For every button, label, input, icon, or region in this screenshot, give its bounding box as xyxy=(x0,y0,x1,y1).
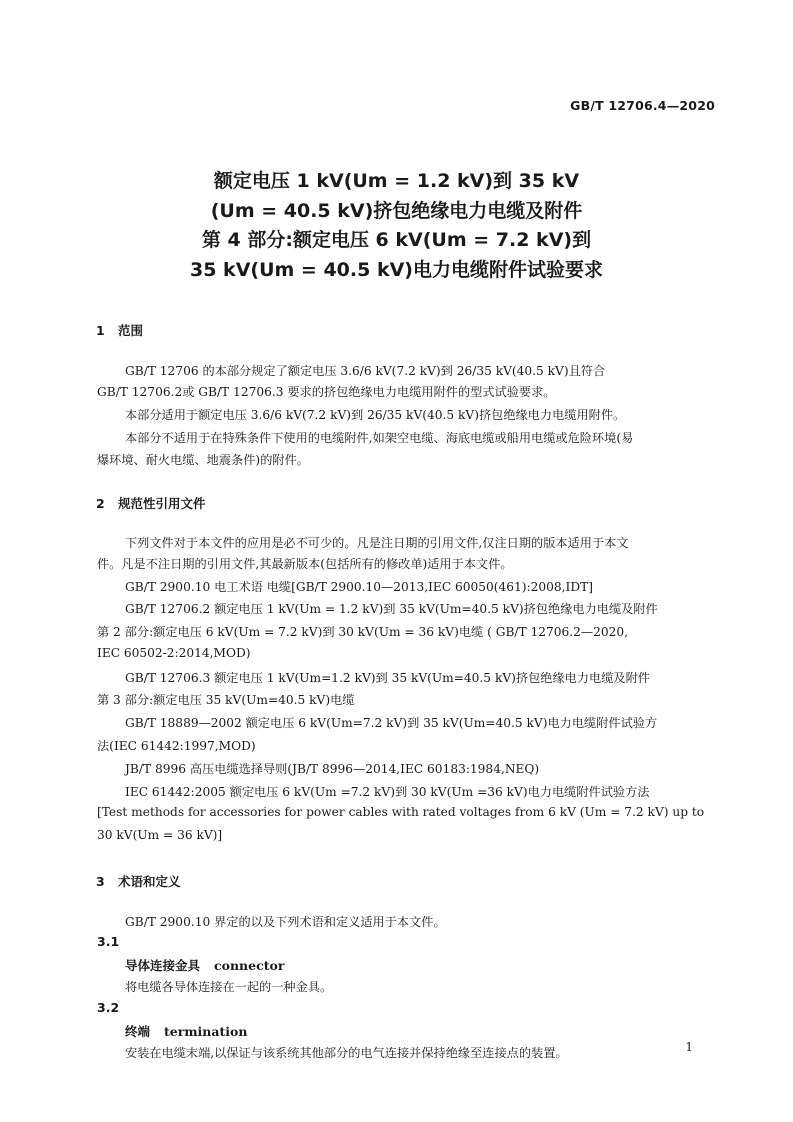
reference-line: IEC 61442:2005 额定电压 6 kV(Um =7.2 kV)到 30 kV(Um =36 kV)电力电缆附件试验方法 xyxy=(125,785,650,799)
term-en: termination xyxy=(164,1024,248,1039)
reference-line: GB/T 12706.2 额定电压 1 kV(Um = 1.2 kV)到 35 kV(Um=40.5 kV)挤包绝缘电力电缆及附件 xyxy=(125,602,658,616)
section-3-heading xyxy=(96,872,181,890)
term-heading xyxy=(125,956,284,974)
section-title: 规范性引用文件 xyxy=(118,496,206,511)
text-line: 爆环境、耐火电缆、地震条件)的附件。 xyxy=(97,453,309,467)
text-line: 本部分不适用于在特殊条件下使用的电缆附件,如架空电缆、海底电缆或船用电缆或危险环境(易 xyxy=(125,431,634,445)
term-en: connector xyxy=(214,958,285,973)
term-definition: 将电缆各导体连接在一起的一种金具。 xyxy=(125,980,333,994)
reference-line: GB/T 12706.3 额定电压 1 kV(Um=1.2 kV)到 35 kV(Um=40.5 kV)挤包绝缘电力电缆及附件 xyxy=(125,671,650,685)
document-title xyxy=(0,167,793,285)
text-line: 件。凡是不注日期的引用文件,其最新版本(包括所有的修改单)适用于本文件。 xyxy=(97,557,513,571)
text-line: GB/T 2900.10 界定的以及下列术语和定义适用于本文件。 xyxy=(125,915,446,929)
reference-line: 第 3 部分:额定电压 35 kV(Um=40.5 kV)电缆 xyxy=(97,693,355,707)
section-number: 3 xyxy=(96,874,105,889)
page-number: 1 xyxy=(685,1040,693,1054)
text-line: 本部分适用于额定电压 3.6/6 kV(7.2 kV)到 26/35 kV(40.5 kV)挤包绝缘电力电缆用附件。 xyxy=(125,408,626,422)
term-heading xyxy=(125,1022,247,1040)
reference-line: IEC 60502-2:2014,MOD) xyxy=(97,646,251,660)
text-line: GB/T 12706.2或 GB/T 12706.3 要求的挤包绝缘电力电缆用附件的型式试验要求。 xyxy=(97,385,556,399)
reference-line: 第 2 部分:额定电压 6 kV(Um = 7.2 kV)到 30 kV(Um = 36 kV)电缆 ( GB/T 12706.2—2020, xyxy=(97,625,629,639)
reference-line: GB/T 18889—2002 额定电压 6 kV(Um=7.2 kV)到 35 kV(Um=40.5 kV)电力电缆附件试验方 xyxy=(125,716,658,730)
section-title: 范围 xyxy=(118,323,144,338)
term-number: 3.1 xyxy=(97,934,120,949)
reference-line: GB/T 2900.10 电工术语 电缆[GB/T 2900.10—2013,IEC 60050(461):2008,IDT] xyxy=(125,580,594,594)
text-line: 下列文件对于本文件的应用是必不可少的。凡是注日期的引用文件,仅注日期的版本适用于本文 xyxy=(125,536,629,550)
title-line-1: 额定电压 1 kV(Um = 1.2 kV)到 35 kV xyxy=(213,170,580,192)
reference-line: [Test methods for accessories for power cables with rated voltages from 6 kV (Um = 7.2 kV) up to xyxy=(97,805,705,819)
term-zh: 导体连接金具 xyxy=(125,958,201,973)
reference-line: JB/T 8996 高压电缆选择导则(JB/T 8996—2014,IEC 60183:1984,NEQ) xyxy=(125,762,540,776)
title-line-2: (Um = 40.5 kV)挤包绝缘电力电缆及附件 xyxy=(210,199,583,222)
title-line-4: 35 kV(Um = 40.5 kV)电力电缆附件试验要求 xyxy=(190,258,603,281)
section-1-heading xyxy=(96,321,143,339)
term-number: 3.2 xyxy=(97,1000,120,1015)
text-line: GB/T 12706 的本部分规定了额定电压 3.6/6 kV(7.2 kV)到 26/35 kV(40.5 kV)且符合 xyxy=(125,364,606,378)
section-2-heading xyxy=(96,494,206,512)
reference-line: 法(IEC 61442:1997,MOD) xyxy=(97,739,256,753)
reference-line: 30 kV(Um = 36 kV)] xyxy=(97,828,223,842)
term-definition: 安装在电缆末端,以保证与该系统其他部分的电气连接并保持绝缘至连接点的装置。 xyxy=(125,1046,568,1060)
standard-number: GB/T 12706.4—2020 xyxy=(570,98,715,113)
section-title: 术语和定义 xyxy=(118,874,181,889)
term-zh: 终端 xyxy=(125,1024,151,1039)
section-number: 2 xyxy=(96,496,105,511)
title-line-3: 第 4 部分:额定电压 6 kV(Um = 7.2 kV)到 xyxy=(201,229,592,251)
section-number: 1 xyxy=(96,323,105,338)
